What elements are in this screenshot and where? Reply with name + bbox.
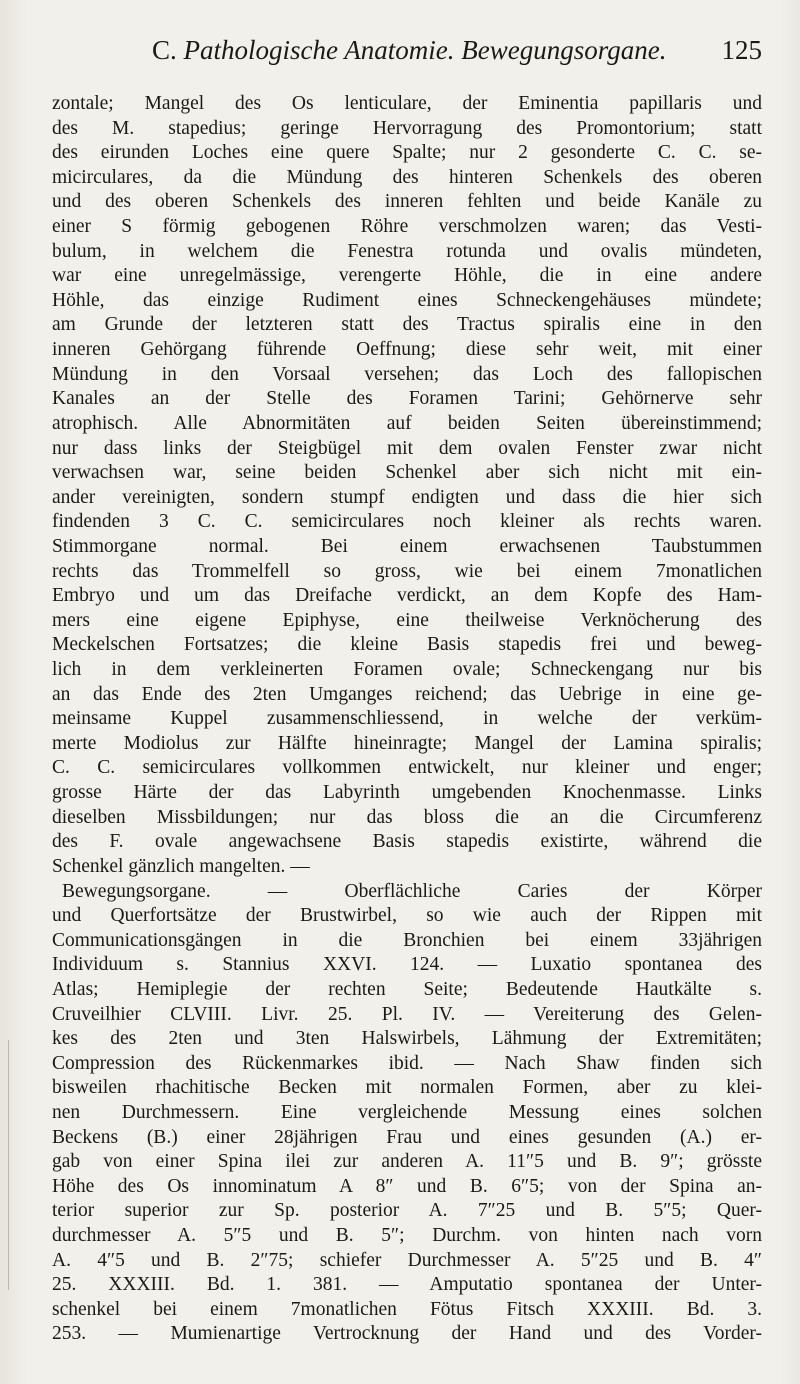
text-line: an das Ende des 2ten Umganges reichend; das Uebrige in eine ge- xyxy=(52,683,762,705)
text-line: Höhe des Os innominatum A 8″ und B. 6″5; von der Spina an- xyxy=(52,1175,762,1197)
text-line: lich in dem verkleinerten Foramen ovale; Schneckengang nur bis xyxy=(52,659,762,681)
text-line: nen Durchmessern. Eine vergleichende Messung eines solchen xyxy=(52,1101,762,1123)
text-line: 253. — Mumienartige Vertrocknung der Hand und des Vorder- xyxy=(52,1323,762,1345)
text-line: Höhle, das einzige Rudiment eines Schneckengehäuses mündete; xyxy=(52,289,762,311)
section-letter: C. xyxy=(152,35,177,65)
text-line: rechts das Trommelfell so gross, wie bei einem 7monatlichen xyxy=(52,560,762,582)
text-line: Compression des Rückenmarkes ibid. — Nach Shaw finden sich xyxy=(52,1052,762,1074)
text-line: Cruveilhier CLVIII. Livr. 25. Pl. IV. — Vereiterung des Gelen- xyxy=(52,1003,762,1025)
text-line: grosse Härte der das Labyrinth umgebenden Knochenmasse. Links xyxy=(52,782,762,804)
text-line: micirculares, da die Mündung des hinteren Schenkels des oberen xyxy=(52,166,762,188)
text-line: Schenkel gänzlich mangelten. — xyxy=(52,855,310,877)
text-line: Stimmorgane normal. Bei einem erwachsenen Taubstummen xyxy=(52,535,762,557)
text-line: Embryo und um das Dreifache verdickt, an dem Kopfe des Ham- xyxy=(52,585,762,607)
text-line: Meckelschen Fortsatzes; die kleine Basis stapedis frei und beweg- xyxy=(52,634,762,656)
text-line: durchmesser A. 5″5 und B. 5″; Durchm. von hinten nach vorn xyxy=(52,1225,762,1247)
text-line: mers eine eigene Epiphyse, eine theilweise Verknöcherung des xyxy=(52,609,762,631)
text-line: und des oberen Schenkels des inneren fehlten und beide Kanäle zu xyxy=(52,191,762,213)
section-subtitle: Bewegungsorgane. xyxy=(461,35,667,65)
text-line: findenden 3 C. C. semicirculares noch kleiner als rechts waren. xyxy=(52,511,762,533)
page-number: 125 xyxy=(721,35,762,65)
text-line: atrophisch. Alle Abnormitäten auf beiden Seiten übereinstimmend; xyxy=(52,412,762,434)
text-line: Bewegungsorgane. — Oberflächliche Caries der Körper xyxy=(62,880,762,902)
text-line: Kanales an der Stelle des Foramen Tarini; Gehörnerve sehr xyxy=(52,388,762,410)
text-line: C. C. semicirculares vollkommen entwickelt, nur kleiner und enger; xyxy=(52,757,762,779)
text-line: gab von einer Spina ilei zur anderen A. 11″5 und B. 9″; grösste xyxy=(52,1151,762,1173)
text-line: merte Modiolus zur Hälfte hineinragte; Mangel der Lamina spiralis; xyxy=(52,732,762,754)
text-line: terior superior zur Sp. posterior A. 7″25 und B. 5″5; Quer- xyxy=(52,1200,762,1222)
text-line: war eine unregelmässige, verengerte Höhle, die in eine andere xyxy=(52,265,762,287)
text-line: am Grunde der letzteren statt des Tractus spiralis eine in den xyxy=(52,314,762,336)
running-header xyxy=(52,30,774,70)
text-line: ander vereinigten, sondern stumpf endigten und dass die hier sich xyxy=(52,486,762,508)
text-line: des eirunden Loches eine quere Spalte; nur 2 gesonderte C. C. se- xyxy=(52,142,762,164)
text-line: Mündung in den Vorsaal versehen; das Loch des fallopischen xyxy=(52,363,762,385)
text-line: verwachsen war, seine beiden Schenkel aber sich nicht mit ein- xyxy=(52,462,762,484)
section-title: Pathologische Anatomie. xyxy=(183,35,455,65)
text-line: Communicationsgängen in die Bronchien bei einem 33jährigen xyxy=(52,929,762,951)
text-line: meinsame Kuppel zusammenschliessend, in welche der verküm- xyxy=(52,708,762,730)
body-text xyxy=(52,92,762,1347)
scan-edge-line xyxy=(8,1040,9,1290)
text-line: einer S förmig gebogenen Röhre verschmolzen waren; das Vesti- xyxy=(52,216,762,238)
text-line: 25. XXXIII. Bd. 1. 381. — Amputatio spontanea der Unter- xyxy=(52,1274,762,1296)
text-line: Atlas; Hemiplegie der rechten Seite; Bedeutende Hautkälte s. xyxy=(52,978,762,1000)
text-line: und Querfortsätze der Brustwirbel, so wie auch der Rippen mit xyxy=(52,905,762,927)
text-line: kes des 2ten und 3ten Halswirbels, Lähmung der Extremitäten; xyxy=(52,1028,762,1050)
text-line: dieselben Missbildungen; nur das bloss die an die Circumferenz xyxy=(52,806,762,828)
text-line: schenkel bei einem 7monatlichen Fötus Fitsch XXXIII. Bd. 3. xyxy=(52,1298,762,1320)
text-line: Beckens (B.) einer 28jährigen Frau und eines gesunden (A.) er- xyxy=(52,1126,762,1148)
text-line: bulum, in welchem die Fenestra rotunda und ovalis mündeten, xyxy=(52,240,762,262)
text-line: des F. ovale angewachsene Basis stapedis existirte, während die xyxy=(52,831,762,853)
text-line: bisweilen rhachitische Becken mit normalen Formen, aber zu klei- xyxy=(52,1077,762,1099)
text-line: nur dass links der Steigbügel mit dem ovalen Fenster zwar nicht xyxy=(52,437,762,459)
text-line: inneren Gehörgang führende Oeffnung; diese sehr weit, mit einer xyxy=(52,339,762,361)
text-line: zontale; Mangel des Os lenticulare, der Eminentia papillaris und xyxy=(52,93,762,114)
header-title xyxy=(152,30,666,70)
text-line: des M. stapedius; geringe Hervorragung des Promontorium; statt xyxy=(52,117,762,139)
text-line: Individuum s. Stannius XXVI. 124. — Luxatio spontanea des xyxy=(52,954,762,976)
text-line: A. 4″5 und B. 2″75; schiefer Durchmesser A. 5″25 und B. 4″ xyxy=(52,1249,762,1271)
